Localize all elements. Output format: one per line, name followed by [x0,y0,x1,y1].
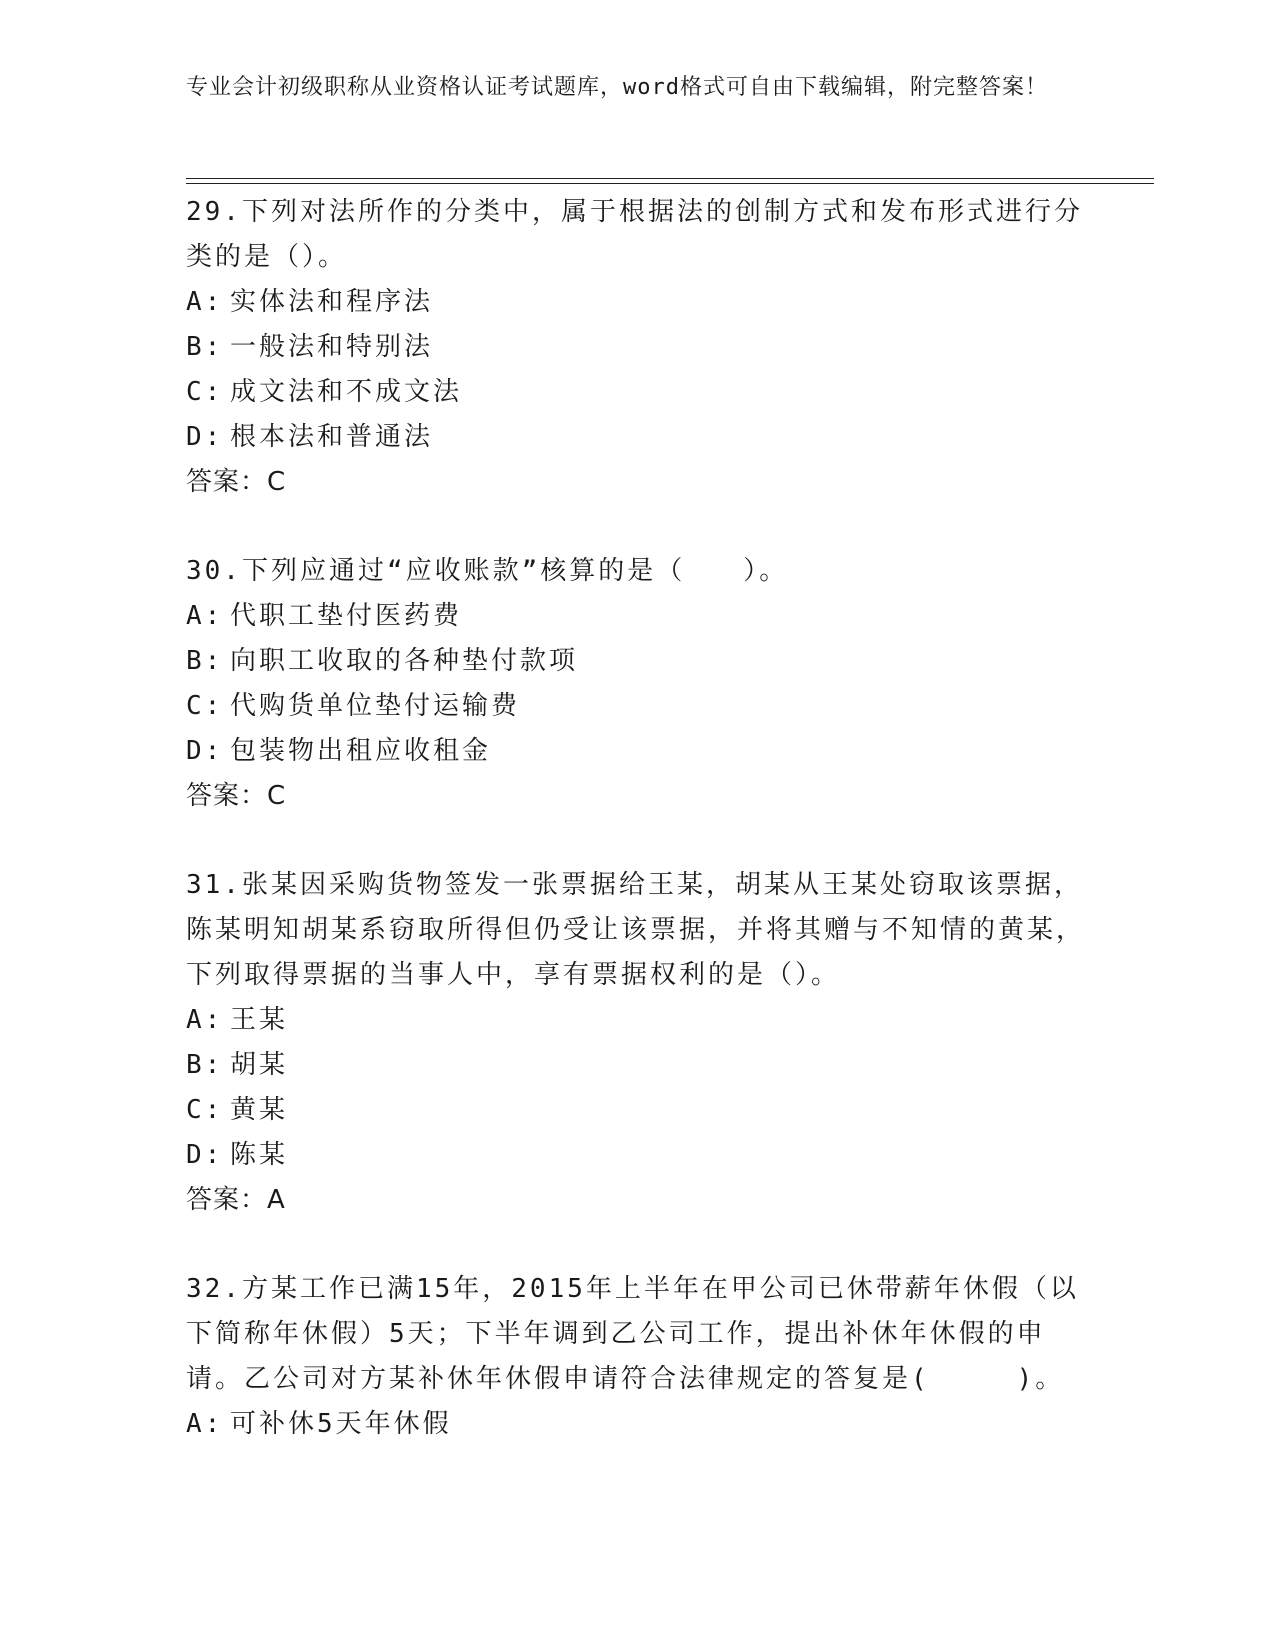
option-d [186,1133,1086,1178]
option-a [186,998,1086,1043]
answer: 答案：A [186,1185,286,1215]
question-stem: 29.下列对法所作的分类中，属于根据法的创制方式和发布形式进行分类的是（）。 [186,197,1083,272]
option-key: A: [186,601,224,631]
option-text: 胡某 [230,1050,289,1080]
document-header: 专业会计初级职称从业资格认证考试题库，word格式可自由下载编辑，附完整答案！ [186,75,1048,100]
option-d [186,415,1086,460]
option-key: B: [186,1050,224,1080]
option-key: C: [186,1095,224,1125]
header-divider-bottom [186,183,1154,184]
option-key: A: [186,1409,224,1439]
option-key: A: [186,287,224,317]
option-b [186,325,1086,370]
option-b [186,1043,1086,1088]
option-text: 代购货单位垫付运输费 [230,691,521,721]
option-text: 代职工垫付医药费 [230,601,463,631]
option-d [186,729,1086,774]
option-a [186,280,1086,325]
question-stem: 30.下列应通过“应收账款”核算的是（ ）。 [186,556,789,586]
question-stem: 32.方某工作已满15年，2015年上半年在甲公司已休带薪年休假（以下简称年休假）5天；下半年调到乙公司工作，提出补休年休假的申请。乙公司对方某补休年休假申请符合法律规定的答复是( )。 [186,1274,1079,1394]
question-30 [186,549,1086,819]
option-key: C: [186,377,224,407]
option-text: 陈某 [230,1140,289,1170]
option-c [186,684,1086,729]
option-key: D: [186,422,224,452]
option-text: 包装物出租应收租金 [230,736,492,766]
option-a [186,1402,1086,1447]
option-c [186,370,1086,415]
answer: 答案：C [186,781,287,811]
option-text: 黄某 [230,1095,289,1125]
option-text: 向职工收取的各种垫付款项 [230,646,579,676]
option-key: B: [186,646,224,676]
option-text: 可补休5天年休假 [230,1409,452,1439]
option-key: D: [186,736,224,766]
option-text: 实体法和程序法 [230,287,434,317]
option-text: 根本法和普通法 [230,422,434,452]
question-31 [186,863,1086,1223]
option-key: C: [186,691,224,721]
question-list [186,190,1086,1491]
option-b [186,639,1086,684]
header-divider-top [186,178,1154,179]
question-29 [186,190,1086,505]
option-text: 成文法和不成文法 [230,377,463,407]
option-text: 一般法和特别法 [230,332,434,362]
question-stem: 31.张某因采购货物签发一张票据给王某，胡某从王某处窃取该票据，陈某明知胡某系窃取所得但仍受让该票据，并将其赠与不知情的黄某，下列取得票据的当事人中，享有票据权利的是（）。 [186,870,1086,990]
option-key: D: [186,1140,224,1170]
option-a [186,594,1086,639]
question-32 [186,1267,1086,1447]
answer: 答案：C [186,467,287,497]
option-key: A: [186,1005,224,1035]
option-c [186,1088,1086,1133]
option-key: B: [186,332,224,362]
option-text: 王某 [230,1005,289,1035]
